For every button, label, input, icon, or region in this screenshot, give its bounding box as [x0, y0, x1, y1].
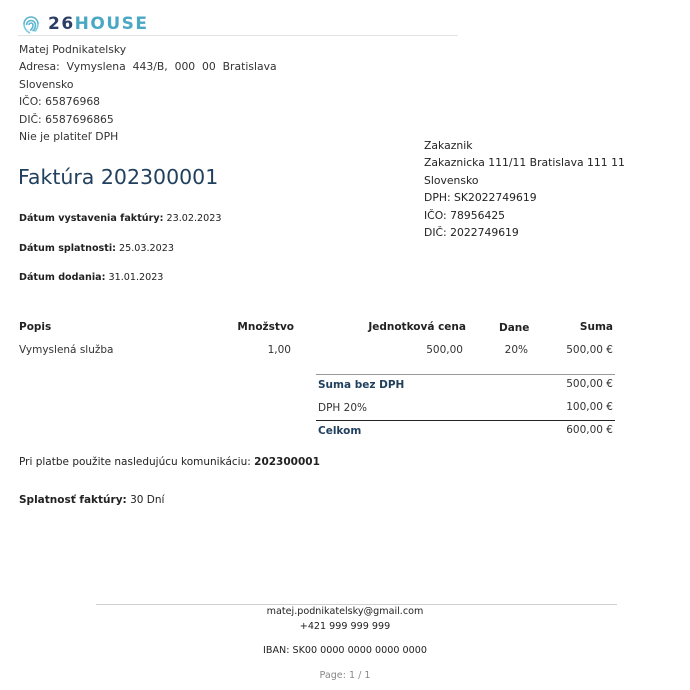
row-total: 500,00 €: [566, 344, 613, 356]
communication-value: 202300001: [254, 456, 320, 468]
customer-ico: IČO: 78956425: [424, 208, 506, 222]
sender-name: Matej Podnikatelsky: [19, 43, 127, 56]
total-label: Celkom: [318, 425, 362, 437]
terms-label: Splatnosť faktúry:: [19, 494, 127, 506]
logo-text: [48, 14, 149, 34]
row-quantity: 1,00: [267, 344, 291, 356]
footer-email: matej.podnikatelsky@gmail.com: [266, 606, 424, 617]
logo-word: HOUSE: [74, 14, 149, 34]
sender-dic: DIČ: 6587696865: [19, 112, 114, 126]
row-tax: 20%: [504, 344, 528, 356]
total-value: 600,00 €: [566, 424, 613, 436]
communication-label: Pri platbe použite nasledujúcu komunikáciu:: [19, 456, 251, 468]
payment-communication: [19, 456, 320, 468]
row-unit-price: 500,00: [426, 344, 463, 356]
totals-top-divider: [316, 374, 615, 375]
customer-block: [424, 137, 625, 241]
customer-dic: DIČ: 2022749619: [424, 226, 519, 240]
subtotal-value: 500,00 €: [566, 378, 613, 390]
col-header-quantity: Množstvo: [237, 321, 294, 333]
col-header-unit-price: Jednotková cena: [368, 321, 466, 333]
footer-divider: [96, 604, 617, 605]
subtotal-label: Suma bez DPH: [318, 379, 405, 391]
footer-iban: IBAN: SK00 0000 0000 0000 0000: [263, 645, 427, 656]
logo-number: 26: [48, 14, 75, 34]
sender-country: Slovensko: [19, 77, 74, 91]
sender-vat-status: Nie je platiteľ DPH: [19, 130, 119, 144]
customer-country: Slovensko: [424, 173, 479, 187]
footer-phone: +421 999 999 999: [299, 621, 391, 632]
invoice-title: Faktúra 202300001: [18, 165, 219, 189]
sender-address: Adresa: Vymyslena 443/B, 000 00 Bratislava: [19, 60, 277, 74]
totals-bottom-divider: [316, 420, 615, 421]
terms-value: 30 Dní: [130, 494, 165, 506]
col-header-total: Suma: [579, 321, 613, 333]
payment-terms: [19, 494, 164, 506]
delivery-date-row: [19, 272, 221, 302]
due-date-value: 25.03.2023: [119, 242, 174, 254]
due-date-label: Dátum splatnosti:: [19, 242, 116, 254]
fingerprint-icon: [20, 13, 42, 35]
delivery-date-value: 31.01.2023: [108, 272, 164, 283]
issue-date-label: Dátum vystavenia faktúry:: [19, 213, 164, 224]
due-date-row: [19, 243, 221, 273]
vat-value: 100,00 €: [566, 401, 613, 413]
company-logo: [20, 12, 149, 36]
customer-name: Zakaznik: [424, 139, 473, 152]
col-header-tax: Dane: [499, 322, 530, 334]
issue-date-row: [19, 213, 221, 243]
issue-date-value: 23.02.2023: [166, 213, 222, 224]
delivery-date-label: Dátum dodania:: [19, 272, 106, 283]
customer-dph: DPH: SK2022749619: [424, 191, 537, 205]
sender-block: [19, 41, 277, 145]
header-divider: [18, 35, 458, 36]
invoice-dates: [19, 213, 221, 302]
col-header-description: Popis: [19, 321, 52, 333]
page-number: Page: 1 / 1: [319, 670, 371, 681]
sender-ico: IČO: 65876968: [19, 95, 101, 109]
customer-address: Zakaznicka 111/11 Bratislava 111 11: [424, 156, 625, 170]
vat-label: DPH 20%: [318, 402, 367, 414]
row-description: Vymyslená služba: [19, 344, 114, 356]
